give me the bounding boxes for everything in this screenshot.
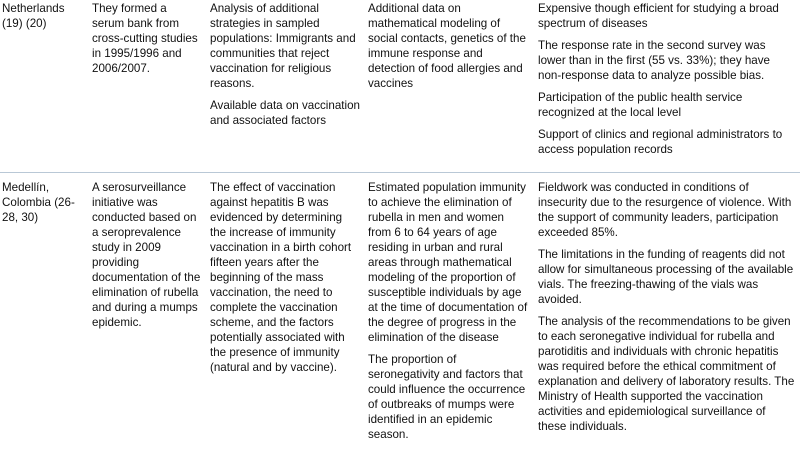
contribution-paragraph: Available data on vaccination and associated factors: [210, 99, 360, 127]
contributions-cell: [206, 0, 364, 172]
contribution-paragraph: The effect of vaccination against hepatitis B was evidenced by determining the increase of immunity vaccination in a birth cohort fifteen years after the beginning of the mass vaccination, the need to complete the vaccination scheme, and the factors potentially associated with the presence of immunity (natural and by vaccine).: [210, 181, 352, 374]
location-text: Medellín, Colombia (26-28, 30): [2, 181, 75, 224]
table-row-medellin: [0, 172, 800, 450]
consideration-paragraph: Participation of the public health service recognized at the local level: [538, 91, 743, 119]
considerations-cell: [534, 172, 800, 450]
result-paragraph: The proportion of seronegativity and factors that could influence the occurrence of outbreaks of mumps were identified in an epidemic season.: [368, 353, 526, 441]
results-cell: [364, 0, 534, 172]
location-cell: [0, 172, 88, 450]
consideration-paragraph: The limitations in the funding of reagents did not allow for simultaneous processing of the available vials. The freezing-thawing of the vials was avoided.: [538, 248, 794, 306]
contributions-cell: [206, 172, 364, 450]
location-cell: [0, 0, 88, 172]
design-cell: [88, 0, 206, 172]
considerations-cell: [534, 0, 800, 172]
consideration-paragraph: Expensive though efficient for studying a broad spectrum of diseases: [538, 2, 779, 30]
design-text: They formed a serum bank from cross-cutting studies in 1995/1996 and 2006/2007.: [92, 2, 198, 75]
consideration-paragraph: The analysis of the recommendations to be given to each seronegative individual for rubella and parotiditis and individuals with chronic hepatitis was required before the ethical commitment of explanation and delivery of laboratory results. The Ministry of Health supported the vaccination activities and epidemiological surveillance of these individuals.: [538, 315, 795, 433]
results-cell: [364, 172, 534, 450]
design-text: A serosurveillance initiative was conducted based on a seroprevalence study in 2009 providing documentation of the elimination of rubella and during a mumps epidemic.: [92, 181, 201, 329]
table-row-netherlands: [0, 0, 800, 172]
consideration-paragraph: The response rate in the second survey was lower than in the first (55 vs. 33%); they have non-response data to analyze possible bias.: [538, 39, 770, 82]
contribution-paragraph: Analysis of additional strategies in sampled populations: Immigrants and communities that reject vaccination for religious reasons.: [210, 2, 356, 90]
result-paragraph: Estimated population immunity to achieve the elimination of rubella in men and women from 6 to 64 years of age residing in urban and rural areas through mathematical modeling of the proportion of susceptible individuals by age at the time of documentation of the degree of progress in the elimination of the disease: [368, 181, 528, 344]
location-text: Netherlands (19) (20): [2, 2, 65, 30]
design-cell: [88, 172, 206, 450]
result-paragraph: Additional data on mathematical modeling of social contacts, genetics of the immune response and detection of food allergies and vaccines: [368, 2, 526, 90]
consideration-paragraph: Fieldwork was conducted in conditions of insecurity due to the resurgence of violence. With the support of community leaders, participation exceeded 85%.: [538, 181, 792, 239]
consideration-paragraph: Support of clinics and regional administrators to access population records: [538, 128, 783, 156]
